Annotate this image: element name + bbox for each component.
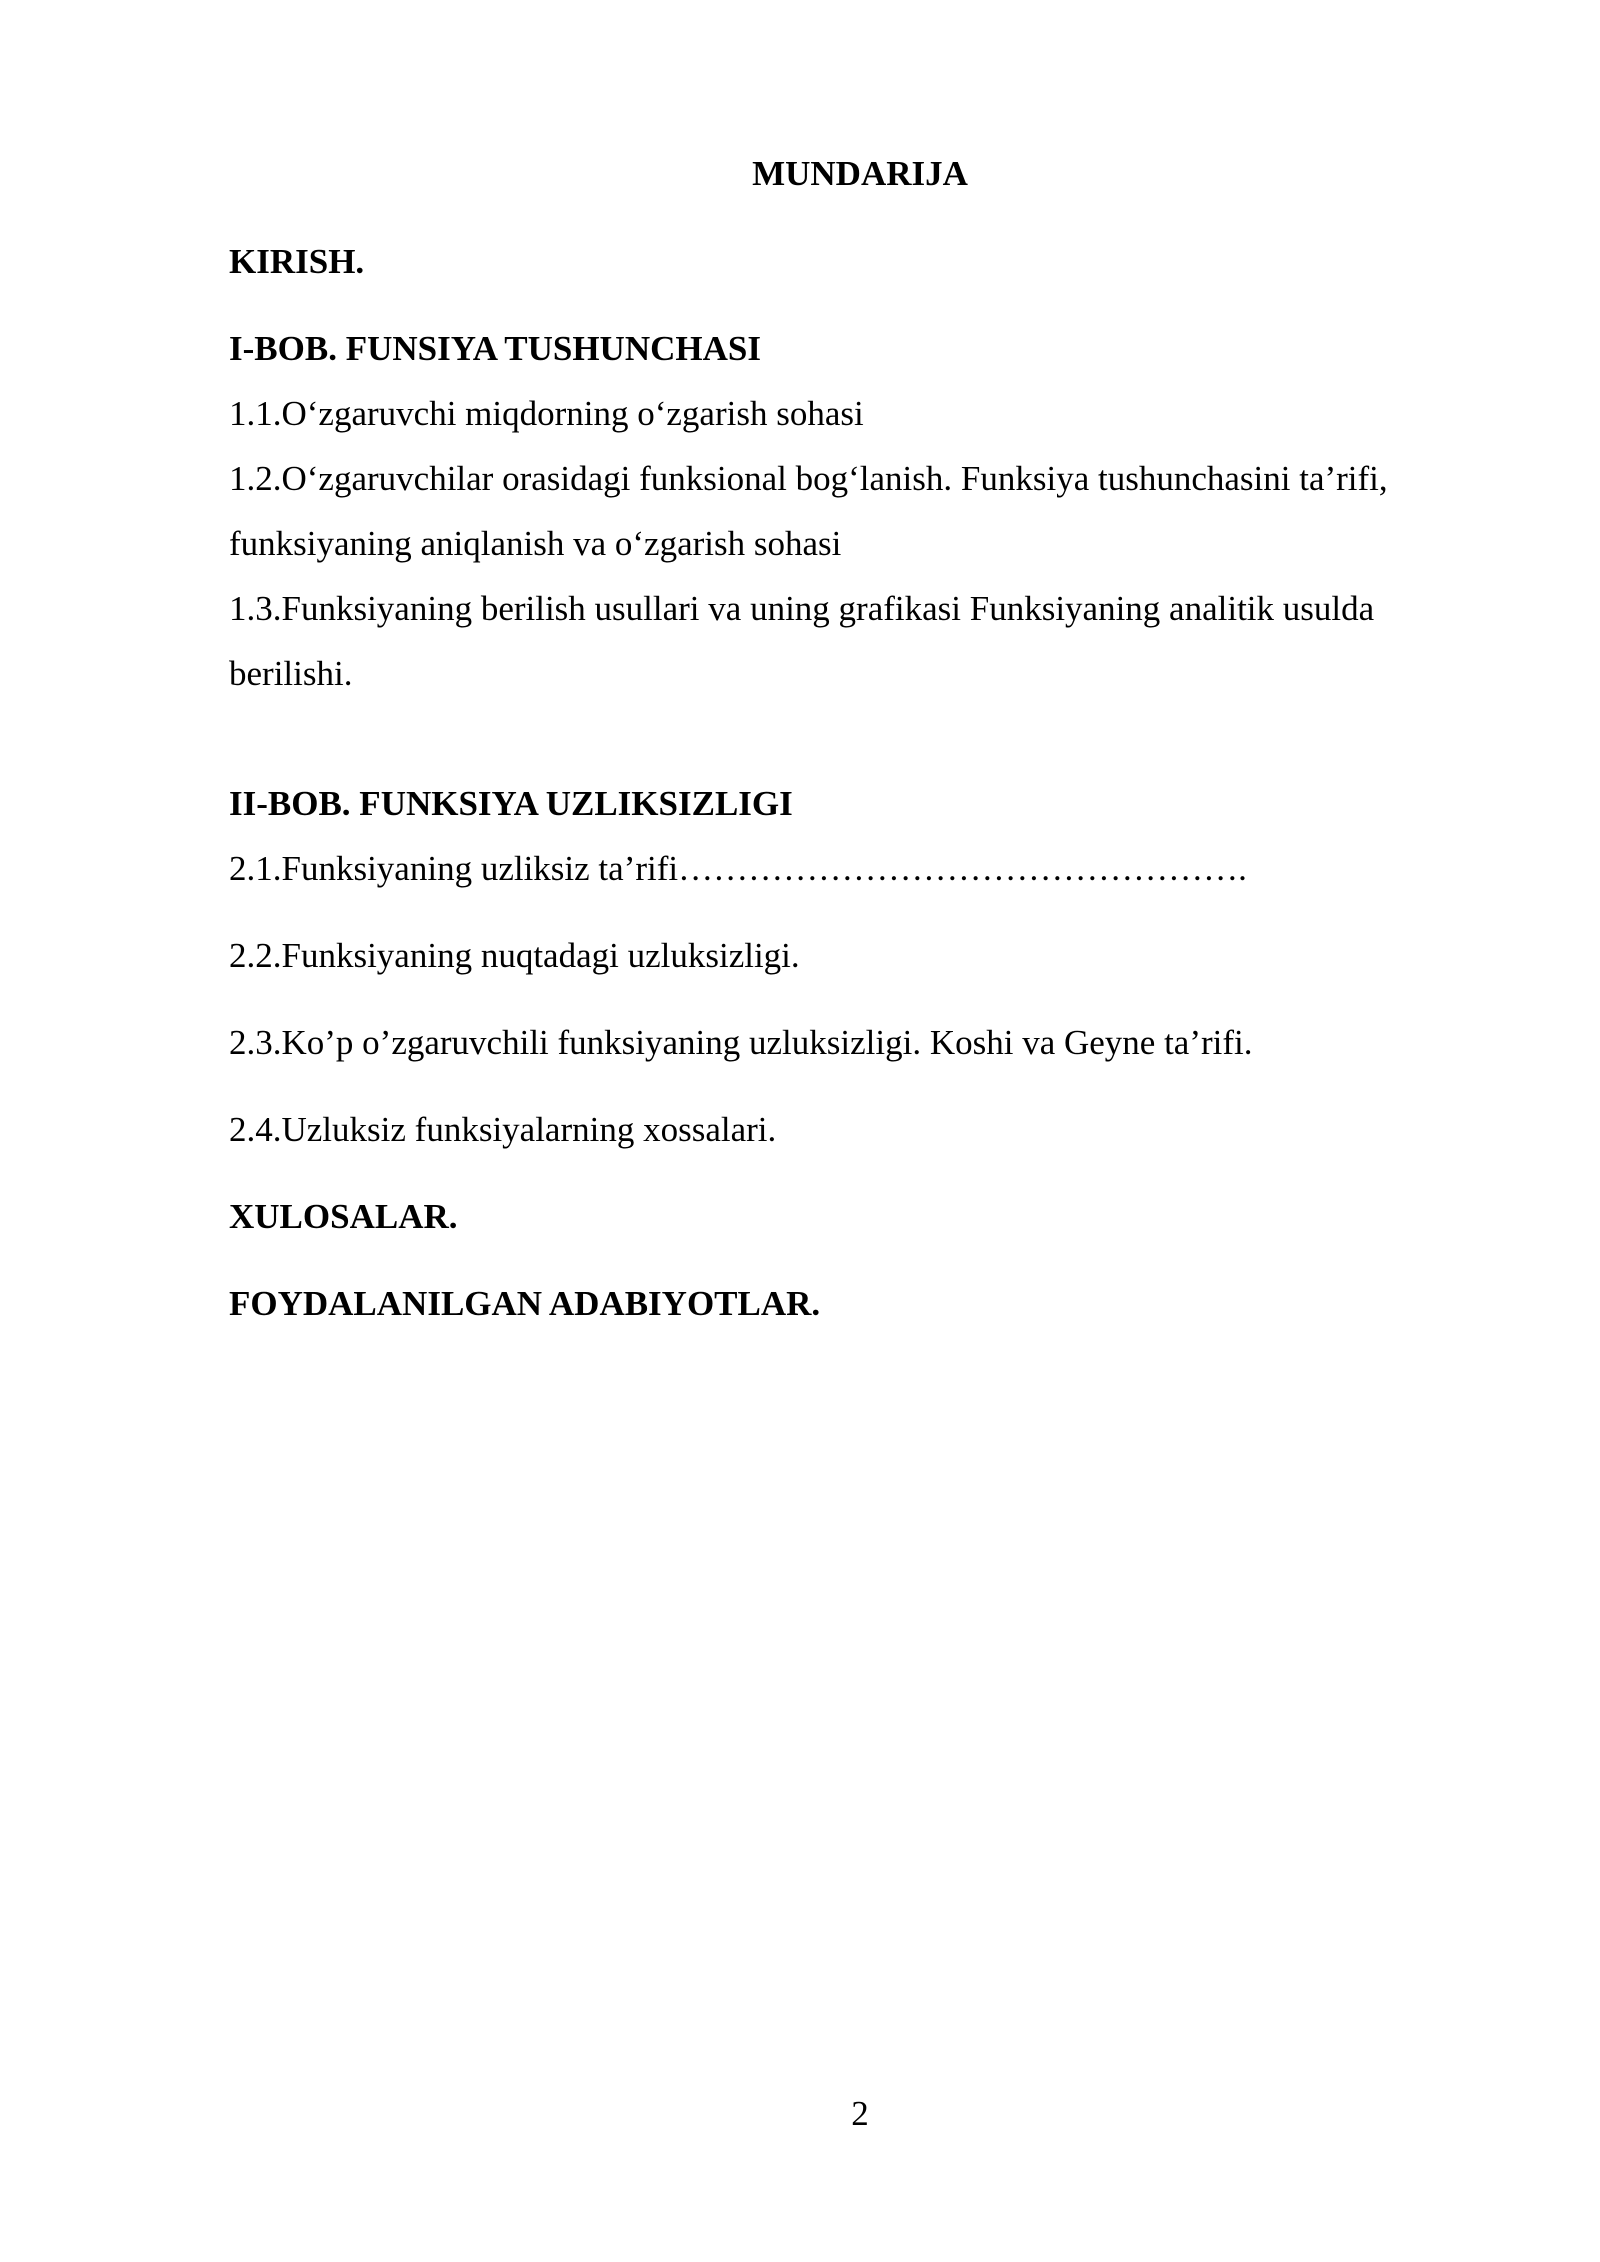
- toc-item-2-1: 2.1.Funksiyaning uzliksiz ta’rifi………………………………………….: [229, 849, 1247, 888]
- chapter-1-heading: I-BOB. FUNSIYA TUSHUNCHASI: [229, 329, 761, 368]
- toc-item-1-2-line1: 1.2.O‘zgaruvchilar orasidagi funksional bog‘lanish. Funksiya tushunchasini ta’rifi,: [229, 459, 1388, 498]
- toc-title: MUNDARIJA: [752, 154, 968, 193]
- toc-intro: KIRISH.: [229, 242, 365, 281]
- toc-item-2-3: 2.3.Ko’p o’zgaruvchili funksiyaning uzluksizligi. Koshi va Geyne ta’rifi.: [229, 1023, 1253, 1062]
- toc-item-1-1: 1.1.O‘zgaruvchi miqdorning o‘zgarish sohasi: [229, 394, 864, 433]
- toc-item-1-3-line2: berilishi.: [229, 654, 353, 693]
- toc-item-1-2-line2: funksiyaning aniqlanish va o‘zgarish sohasi: [229, 524, 842, 563]
- toc-item-1-3-line1: 1.3.Funksiyaning berilish usullari va uning grafikasi Funksiyaning analitik usulda: [229, 589, 1375, 628]
- toc-references: FOYDALANILGAN ADABIYOTLAR.: [229, 1284, 821, 1323]
- toc-item-2-2: 2.2.Funksiyaning nuqtadagi uzluksizligi.: [229, 936, 800, 975]
- page-number: 2: [851, 2094, 869, 2133]
- toc-conclusions: XULOSALAR.: [229, 1197, 458, 1236]
- toc-item-2-4: 2.4.Uzluksiz funksiyalarning xossalari.: [229, 1110, 777, 1149]
- chapter-2-heading: II-BOB. FUNKSIYA UZLIKSIZLIGI: [229, 784, 793, 823]
